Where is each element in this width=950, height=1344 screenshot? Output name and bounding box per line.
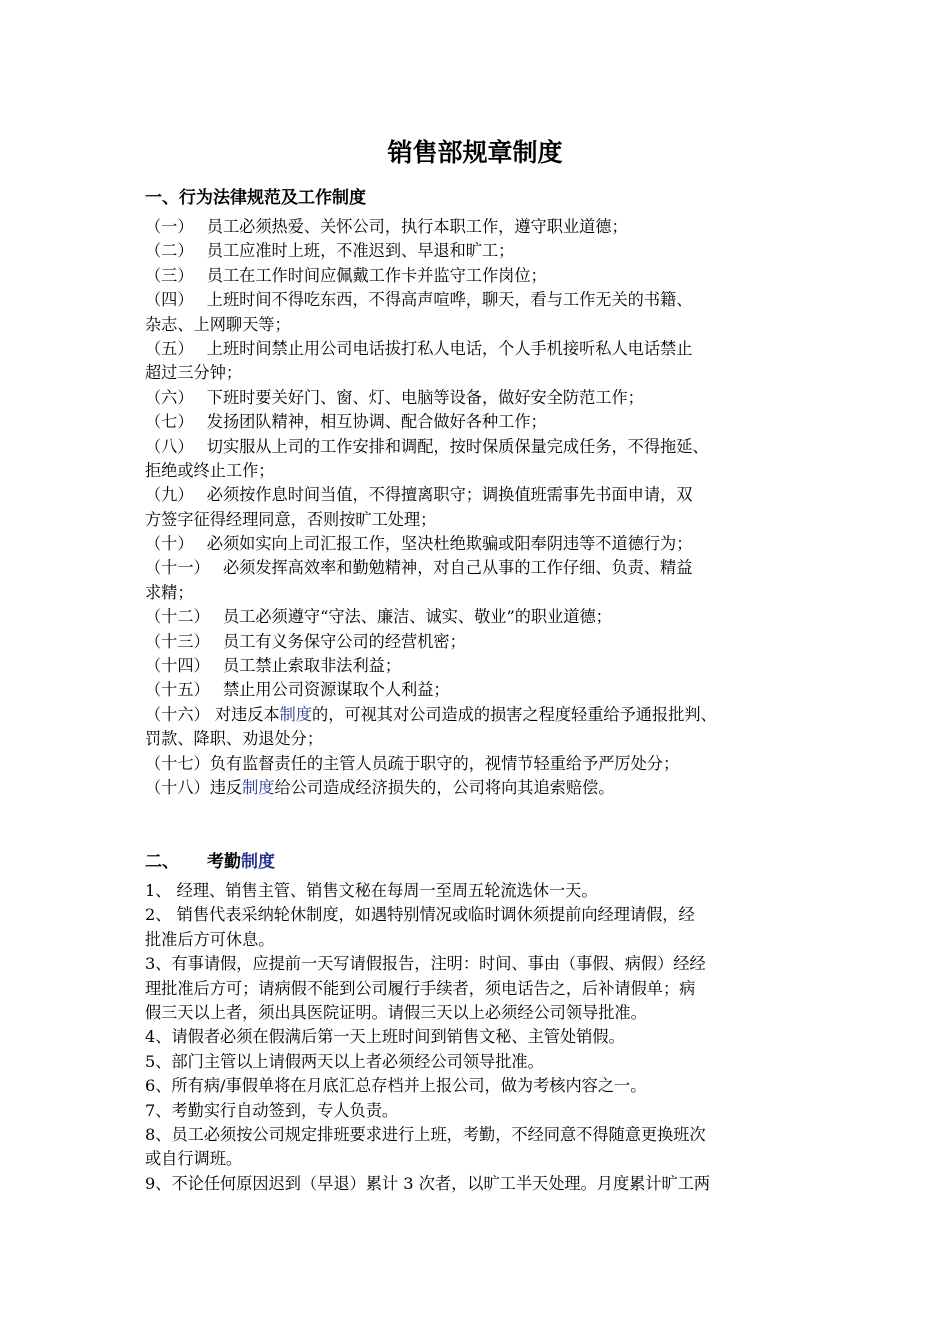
attendance-line: 7、考勤实行自动签到，专人负责。 bbox=[145, 1100, 399, 1120]
rule-line bbox=[145, 435, 825, 459]
rule-text: 罚款、降职、劝退处分； bbox=[145, 729, 324, 749]
attendance-line: 1、 经理、销售主管、销售文秘在每周一至周五轮流选休一天。 bbox=[145, 881, 598, 900]
rule-line bbox=[145, 239, 825, 263]
rule-line bbox=[145, 703, 825, 727]
rule-text: 的，可视其对公司造成的损害之程度轻重给予通报批判、 bbox=[312, 704, 717, 724]
rule-text: 杂志、上网聊天等； bbox=[145, 314, 291, 334]
rule-text: （十七）负有监督责任的主管人员疏于职守的，视情节轻重给予严厉处分； bbox=[145, 753, 680, 773]
attendance-line: 批准后方可休息。 bbox=[145, 929, 275, 949]
attendance-line: 2、 销售代表采纳轮休制度，如遇特别情况或临时调休须提前向经理请假，经 bbox=[145, 905, 695, 925]
rule-line bbox=[145, 459, 825, 483]
rule-text: 求精； bbox=[145, 582, 194, 602]
rule-text: （八） 切实服从上司的工作安排和调配，按时保质保量完成任务，不得拖延、 bbox=[145, 436, 709, 456]
rule-line bbox=[145, 410, 825, 434]
section-2-heading-link[interactable]: 制度 bbox=[241, 852, 275, 872]
rule-text: （十六） 对违反本 bbox=[145, 704, 280, 724]
rule-text: （十四） 员工禁止索取非法利益； bbox=[145, 656, 402, 676]
attendance-line: 4、请假者必须在假满后第一天上班时间到销售文秘、主管处销假。 bbox=[145, 1027, 625, 1047]
rule-text: （三） 员工在工作时间应佩戴工作卡并监守工作岗位； bbox=[145, 265, 547, 285]
rule-line bbox=[145, 532, 825, 556]
attendance-line: 假三天以上者，须出具医院证明。请假三天以上必须经公司领导批准。 bbox=[145, 1002, 647, 1022]
rule-line bbox=[145, 654, 825, 678]
rule-line bbox=[145, 288, 825, 312]
section-2-number: 二、 bbox=[145, 852, 179, 872]
rule-text: 拒绝或终止工作； bbox=[145, 460, 275, 480]
rule-line bbox=[145, 215, 825, 239]
rule-line bbox=[145, 313, 825, 337]
section-2-body bbox=[145, 879, 825, 1196]
rule-line bbox=[145, 483, 825, 507]
rule-line bbox=[145, 508, 825, 532]
attendance-line: 6、所有病/事假单将在月底汇总存档并上报公司，做为考核内容之一。 bbox=[145, 1076, 647, 1096]
rule-text: （七） 发扬团队精神，相互协调、配合做好各种工作； bbox=[145, 412, 547, 432]
rule-text: （十一） 必须发挥高效率和勤勉精神，对自己从事的工作仔细、负责、精益 bbox=[145, 558, 693, 578]
rule-text: （十三） 员工有义务保守公司的经营机密； bbox=[145, 631, 466, 651]
section-2-heading bbox=[145, 847, 275, 872]
rule-text: （一） 员工必须热爱、关怀公司，执行本职工作，遵守职业道德； bbox=[145, 217, 628, 236]
rule-line bbox=[145, 337, 825, 361]
rule-link[interactable]: 制度 bbox=[242, 777, 275, 797]
rule-text: （九） 必须按作息时间当值，不得擅离职守；调换值班需事先书面申请，双 bbox=[145, 485, 693, 505]
attendance-line: 9、不论任何原因迟到（早退）累计 3 次者，以旷工半天处理。月度累计旷工两 bbox=[145, 1173, 711, 1193]
rule-line bbox=[145, 605, 825, 629]
rule-line bbox=[145, 581, 825, 605]
attendance-line: 5、部门主管以上请假两天以上者必须经公司领导批准。 bbox=[145, 1051, 544, 1071]
section-1-body bbox=[145, 215, 825, 800]
rule-line bbox=[145, 361, 825, 385]
rule-line bbox=[145, 264, 825, 288]
rule-text: （五） 上班时间禁止用公司电话拔打私人电话，个人手机接听私人电话禁止 bbox=[145, 338, 693, 358]
rule-line bbox=[145, 776, 825, 800]
rule-text: 超过三分钟； bbox=[145, 363, 243, 383]
section-1-heading: 一、行为法律规范及工作制度 bbox=[145, 188, 366, 208]
rule-text: （四） 上班时间不得吃东西，不得高声喧哗，聊天，看与工作无关的书籍、 bbox=[145, 290, 693, 310]
rule-line bbox=[145, 630, 825, 654]
rule-line bbox=[145, 386, 825, 410]
rule-line bbox=[145, 678, 825, 702]
rule-text: （十五） 禁止用公司资源谋取个人利益； bbox=[145, 680, 450, 700]
rule-text: 给公司造成经济损失的，公司将向其追索赔偿。 bbox=[274, 777, 615, 797]
rule-text: （十八）违反 bbox=[145, 777, 243, 797]
document-title: 销售部规章制度 bbox=[387, 138, 563, 167]
rule-text: （十） 必须如实向上司汇报工作，坚决杜绝欺骗或阳奉阴违等不道德行为； bbox=[145, 534, 693, 554]
attendance-line: 理批准后方可；请病假不能到公司履行手续者，须电话告之，后补请假单；病 bbox=[145, 978, 696, 998]
rule-line bbox=[145, 727, 825, 751]
rule-line bbox=[145, 556, 825, 580]
rule-text: （十二） 员工必须遵守“守法、廉洁、诚实、敬业”的职业道德； bbox=[145, 607, 612, 627]
rule-text: 方签字征得经理同意，否则按旷工处理； bbox=[145, 509, 437, 529]
attendance-line: 或自行调班。 bbox=[145, 1149, 243, 1169]
section-2-heading-text: 考勤 bbox=[207, 852, 241, 872]
attendance-line: 8、员工必须按公司规定排班要求进行上班，考勤，不经同意不得随意更换班次 bbox=[145, 1124, 706, 1144]
rule-link[interactable]: 制度 bbox=[279, 704, 313, 724]
rule-line bbox=[145, 752, 825, 776]
rule-text: （二） 员工应准时上班，不准迟到、早退和旷工； bbox=[145, 241, 515, 261]
attendance-line: 3、有事请假，应提前一天写请假报告，注明：时间、事由（事假、病假）经经 bbox=[145, 954, 706, 974]
rule-text: （六） 下班时要关好门、窗、灯、电脑等设备，做好安全防范工作； bbox=[145, 387, 644, 407]
